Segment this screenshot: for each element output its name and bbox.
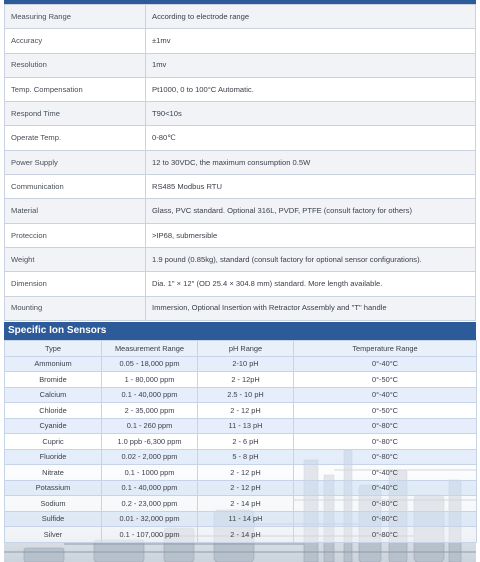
ion-temperature-range: 0°-50°C [294,372,477,388]
ion-type: Bromide [5,372,102,388]
spec-row [5,5,476,29]
ion-type: Nitrate [5,465,102,481]
ion-ph-range: 2 - 12 pH [198,465,294,481]
ion-row [5,480,477,496]
ion-measurement-range: 0.2 - 23,000 ppm [102,496,198,512]
ion-row [5,387,477,403]
spec-row [5,77,476,101]
ion-ph-range: 2 - 14 pH [198,527,294,543]
header-ph-range: pH Range [198,341,294,357]
ion-ph-range: 11 - 14 pH [198,511,294,527]
spec-label: Weight [5,247,146,271]
spec-label: Dimension [5,272,146,296]
ion-temperature-range: 0°-40°C [294,465,477,481]
spec-value: Glass, PVC standard. Optional 316L, PVDF, PTFE (consult factory for others) [146,199,476,223]
spec-value: Pt1000, 0 to 100°C Automatic. [146,77,476,101]
spec-row [5,53,476,77]
ion-measurement-range: 0.1 - 260 ppm [102,418,198,434]
ion-temperature-range: 0°-80°C [294,418,477,434]
spec-row [5,150,476,174]
spec-label: Material [5,199,146,223]
ion-ph-range: 11 - 13 pH [198,418,294,434]
ion-measurement-range: 0.1 - 40,000 ppm [102,480,198,496]
spec-row [5,272,476,296]
spec-row [5,29,476,53]
ion-measurement-range: 0.01 - 32,000 ppm [102,511,198,527]
ion-ph-range: 2 - 6 pH [198,434,294,450]
ion-temperature-range: 0°-40°C [294,356,477,372]
specifications-table [4,4,476,321]
spec-value: 1.9 pound (0.85kg), standard (consult factory for optional sensor configurations). [146,247,476,271]
ion-temperature-range: 0°-80°C [294,496,477,512]
spec-value: >IP68, submersible [146,223,476,247]
spec-label: Accuracy [5,29,146,53]
ion-measurement-range: 2 - 35,000 ppm [102,403,198,419]
spec-label: Resolution [5,53,146,77]
ion-row [5,449,477,465]
spec-value: 0-80℃ [146,126,476,150]
spec-label: Operate Temp. [5,126,146,150]
spec-row [5,126,476,150]
ion-temperature-range: 0°-40°C [294,387,477,403]
ion-type: Cupric [5,434,102,450]
spec-label: Mounting [5,296,146,320]
spec-row [5,199,476,223]
ion-ph-range: 2-10 pH [198,356,294,372]
ion-temperature-range: 0°-40°C [294,480,477,496]
ion-measurement-range: 1 - 80,000 ppm [102,372,198,388]
spec-value: RS485 Modbus RTU [146,175,476,199]
ion-measurement-range: 0.1 - 107,000 ppm [102,527,198,543]
spec-value: According to electrode range [146,5,476,29]
ion-ph-range: 5 - 8 pH [198,449,294,465]
ion-measurement-range: 0.1 - 1000 ppm [102,465,198,481]
ion-type: Calcium [5,387,102,403]
ion-ph-range: 2 - 12 pH [198,480,294,496]
header-temperature-range: Temperature Range [294,341,477,357]
ion-type: Fluoride [5,449,102,465]
ion-temperature-range: 0°-80°C [294,511,477,527]
spec-label: Respond Time [5,102,146,126]
ion-type: Ammonium [5,356,102,372]
ion-header-row [5,341,477,357]
ion-temperature-range: 0°-80°C [294,434,477,450]
ion-type: Silver [5,527,102,543]
ion-type: Cyanide [5,418,102,434]
ion-ph-range: 2.5 - 10 pH [198,387,294,403]
ion-ph-range: 2 - 14 pH [198,496,294,512]
spec-row [5,102,476,126]
spec-value: 1mv [146,53,476,77]
spec-label: Temp. Compensation [5,77,146,101]
ion-row [5,511,477,527]
spec-value: Immersion, Optional Insertion with Retractor Assembly and "T" handle [146,296,476,320]
ion-row [5,418,477,434]
ion-row [5,527,477,543]
ion-type: Sodium [5,496,102,512]
ion-row [5,434,477,450]
ion-type: Sulfide [5,511,102,527]
spec-row [5,223,476,247]
spec-row [5,247,476,271]
spec-label: Power Supply [5,150,146,174]
ion-temperature-range: 0°-50°C [294,403,477,419]
spec-value: 12 to 30VDC, the maximum consumption 0.5W [146,150,476,174]
spec-label: Proteccion [5,223,146,247]
ion-sensors-table [4,340,477,543]
spec-label: Measuring Range [5,5,146,29]
spec-row [5,296,476,320]
ion-sensors-title: Specific Ion Sensors [4,322,476,340]
ion-type: Chloride [5,403,102,419]
ion-row [5,403,477,419]
spec-value: ±1mv [146,29,476,53]
ion-row [5,356,477,372]
spec-value: T90<10s [146,102,476,126]
ion-ph-range: 2 - 12pH [198,372,294,388]
ion-type: Potassium [5,480,102,496]
ion-row [5,372,477,388]
ion-row [5,496,477,512]
spec-value: Dia. 1" × 12" (OD 25.4 × 304.8 mm) standard. More length available. [146,272,476,296]
ion-temperature-range: 0°-80°C [294,449,477,465]
ion-measurement-range: 1.0 ppb -6,300 ppm [102,434,198,450]
ion-measurement-range: 0.1 - 40,000 ppm [102,387,198,403]
ion-row [5,465,477,481]
header-measurement-range: Measurement Range [102,341,198,357]
header-type: Type [5,341,102,357]
ion-ph-range: 2 - 12 pH [198,403,294,419]
ion-measurement-range: 0.02 - 2,000 ppm [102,449,198,465]
ion-measurement-range: 0.05 - 18,000 ppm [102,356,198,372]
ion-temperature-range: 0°-80°C [294,527,477,543]
spec-label: Communication [5,175,146,199]
spec-row [5,175,476,199]
